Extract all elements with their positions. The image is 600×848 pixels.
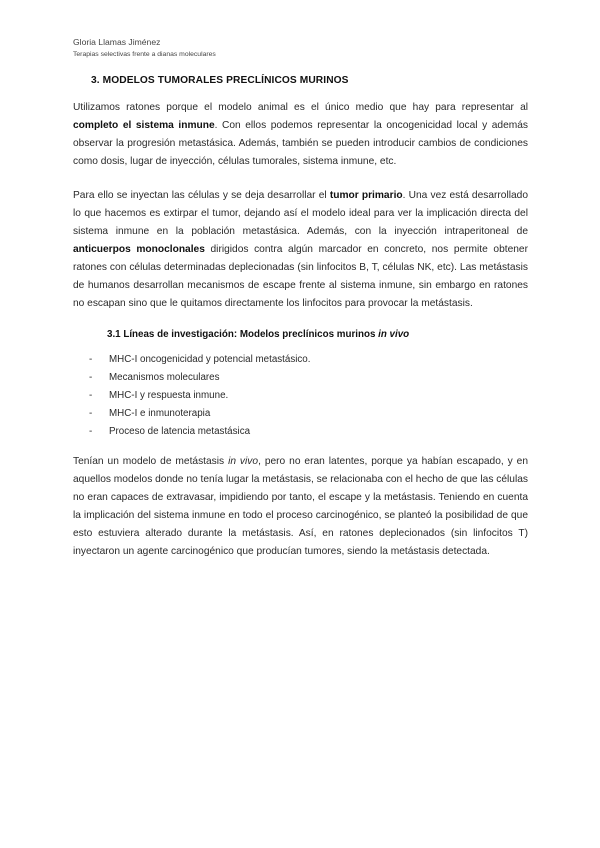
- list-item: [73, 351, 528, 369]
- paragraph-2-text-a: Para ello se inyectan las células y se deja desarrollar el: [73, 190, 330, 201]
- list-item-text: Mecanismos moleculares: [109, 372, 220, 383]
- list-dash: -: [89, 354, 93, 365]
- list-item-text: Proceso de latencia metastásica: [109, 426, 251, 437]
- paragraph-2-bold-2: anticuerpos monoclonales: [73, 244, 205, 255]
- list-item-text: MHC-I oncogenicidad y potencial metastásico.: [109, 354, 311, 365]
- paragraph-2-text-e: dirigidos contra algún marcador en concreto, nos permite obtener ratones con células determinadas deplecionadas (sin linfocitos B, T, células NK, etc). Las metástasis de humanos desarrollan mecanismos de escape frente al sistema inmune, sin embargo en ratones no escapan sino que le quitamos directamente los linfocitos para provocar la metástasis.: [73, 244, 528, 309]
- subsection-title-text: 3.1 Líneas de investigación: Modelos preclínicos murinos: [107, 329, 379, 340]
- list-item: [73, 387, 528, 405]
- paragraph-1: [73, 99, 528, 171]
- paragraph-3: [73, 453, 528, 561]
- paragraph-2-bold-1: tumor primario: [329, 190, 403, 201]
- page-header: [73, 36, 216, 61]
- research-lines-list: [73, 351, 528, 441]
- subsection-title-italic: in vivo: [378, 329, 410, 340]
- paragraph-2-text-c: . Una vez está desarrollado lo que hacemos es extirpar el tumor, dejando así el modelo ideal para ver la implicación directa del sistema inmune en la población metastásica. Además, con la inyección intraperitoneal de: [73, 190, 528, 237]
- list-item: [73, 405, 528, 423]
- list-item: [73, 369, 528, 387]
- paragraph-1-text-c: . Con ellos podemos representar la oncogenicidad local y además observar la progresión metastásica. Además, también se pueden introducir cambios de condiciones como dosis, lugar de inyección, células tumorales, sistema inmune, etc.: [73, 120, 528, 167]
- header-author: Gloria Llamas Jiménez: [73, 37, 161, 47]
- subsection-title: [73, 329, 528, 340]
- paragraph-2: [73, 187, 528, 313]
- paragraph-1-text-a: Utilizamos ratones porque el modelo animal es el único medio que hay para representar al: [73, 102, 528, 113]
- paragraph-3-text-a: Tenían un modelo de metástasis: [73, 456, 229, 467]
- section-title: 3. MODELOS TUMORALES PRECLÍNICOS MURINOS: [91, 75, 349, 86]
- list-dash: -: [89, 408, 93, 419]
- paragraph-3-italic: in vivo: [228, 456, 259, 467]
- list-item-text: MHC-I y respuesta inmune.: [109, 390, 229, 401]
- list-item: [73, 423, 528, 441]
- document-body: [73, 75, 528, 577]
- paragraph-1-bold: completo el sistema inmune: [73, 120, 215, 131]
- list-item-text: MHC-I e inmunoterapia: [109, 408, 211, 419]
- list-dash: -: [89, 390, 93, 401]
- paragraph-3-text-c: , pero no eran latentes, porque ya habían escapado, y en aquellos modelos donde no tenía lugar la metástasis, se relacionaba con el hecho de que las células no eran capaces de extravasar, impidiendo por tanto, el escape y la metástasis. Teniendo en cuenta la implicación del sistema inmune en todo el proceso carcinogénico, se planteó la posibilidad de que esto estuviera alterado durante la metástasis. Así, en ratones deplecionados (sin linfocitos T) inyectaron un agente carcinogénico que producían tumores, siendo la metástasis detectada.: [73, 456, 528, 557]
- list-dash: -: [89, 426, 93, 437]
- list-dash: -: [89, 372, 93, 383]
- header-subtitle: Terapias selectivas frente a dianas moleculares: [73, 51, 216, 58]
